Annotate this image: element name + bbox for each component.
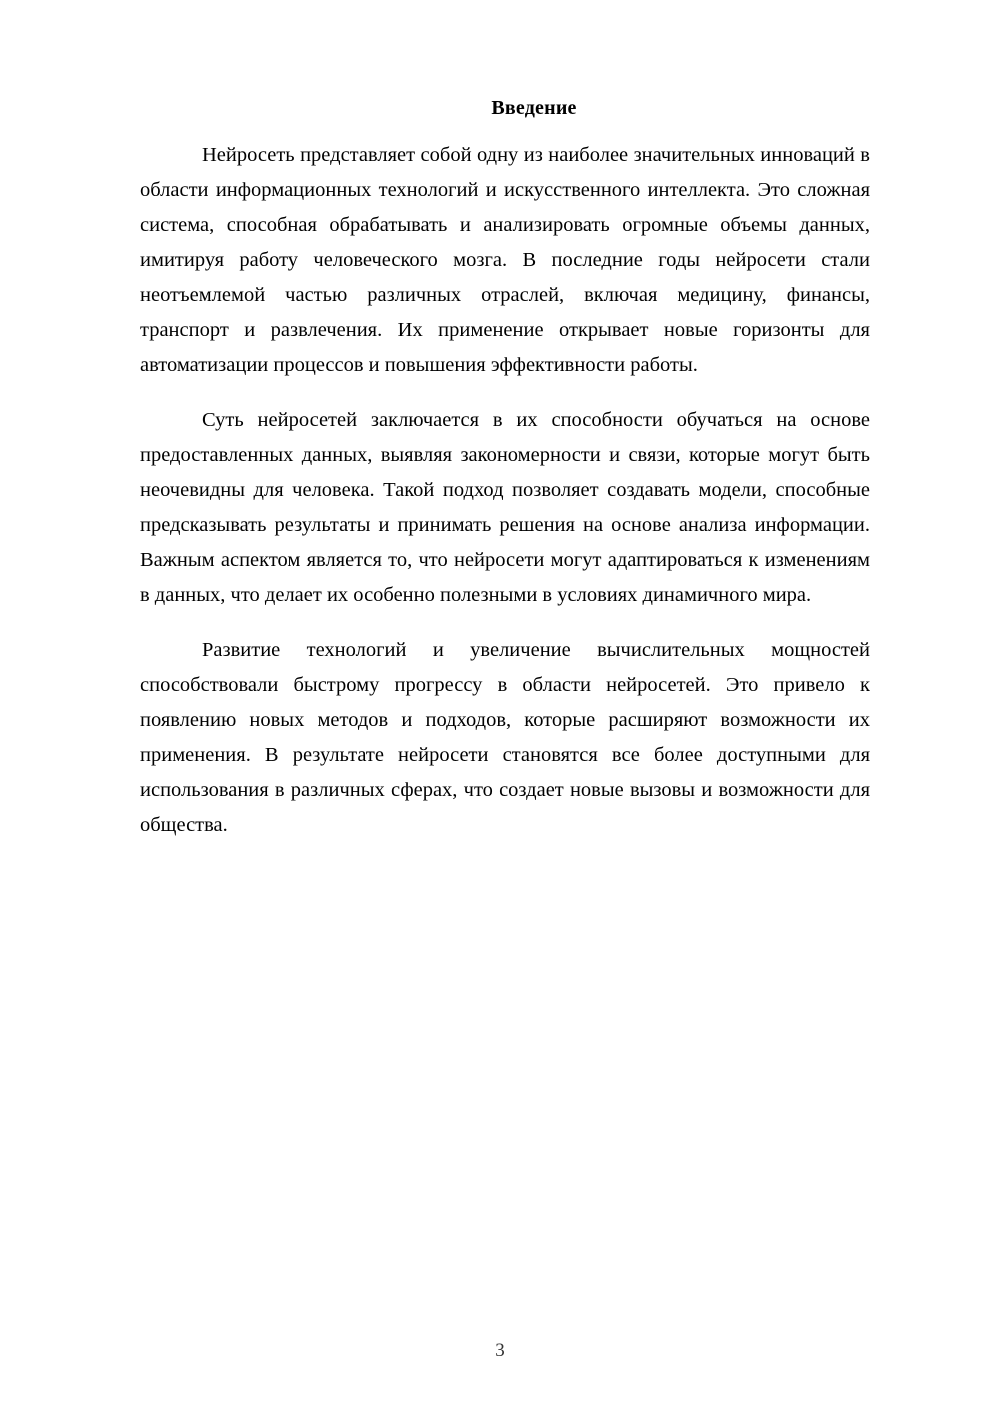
paragraph-3: Развитие технологий и увеличение вычислительных мощностей способствовали быстрому прогрессу в области нейросетей. Это привело к появлению новых методов и подходов, которые расширяют возможности их применения. В результате нейросети становятся все более доступными для использования в различных сферах, что создает новые вызовы и возможности для общества. <box>140 639 870 836</box>
page-number: 3 <box>495 1340 505 1361</box>
paragraph-1: Нейросеть представляет собой одну из наиболее значительных инноваций в области информационных технологий и искусственного интеллекта. Это сложная система, способная обрабатывать и анализировать огромные объемы данных, имитируя работу человеческого мозга. В последние годы нейросети стали неотъемлемой частью различных отраслей, включая медицину, финансы, транспорт и развлечения. Их применение открывает новые горизонты для автоматизации процессов и повышения эффективности работы. <box>140 144 870 376</box>
page-title: Введение <box>491 97 577 119</box>
paragraph-2: Суть нейросетей заключается в их способности обучаться на основе предоставленных данных, выявляя закономерности и связи, которые могут быть неочевидны для человека. Такой подход позволяет создавать модели, способные предсказывать результаты и принимать решения на основе анализа информации. Важным аспектом является то, что нейросети могут адаптироваться к изменениям в данных, что делает их особенно полезными в условиях динамичного мира. <box>140 409 870 606</box>
